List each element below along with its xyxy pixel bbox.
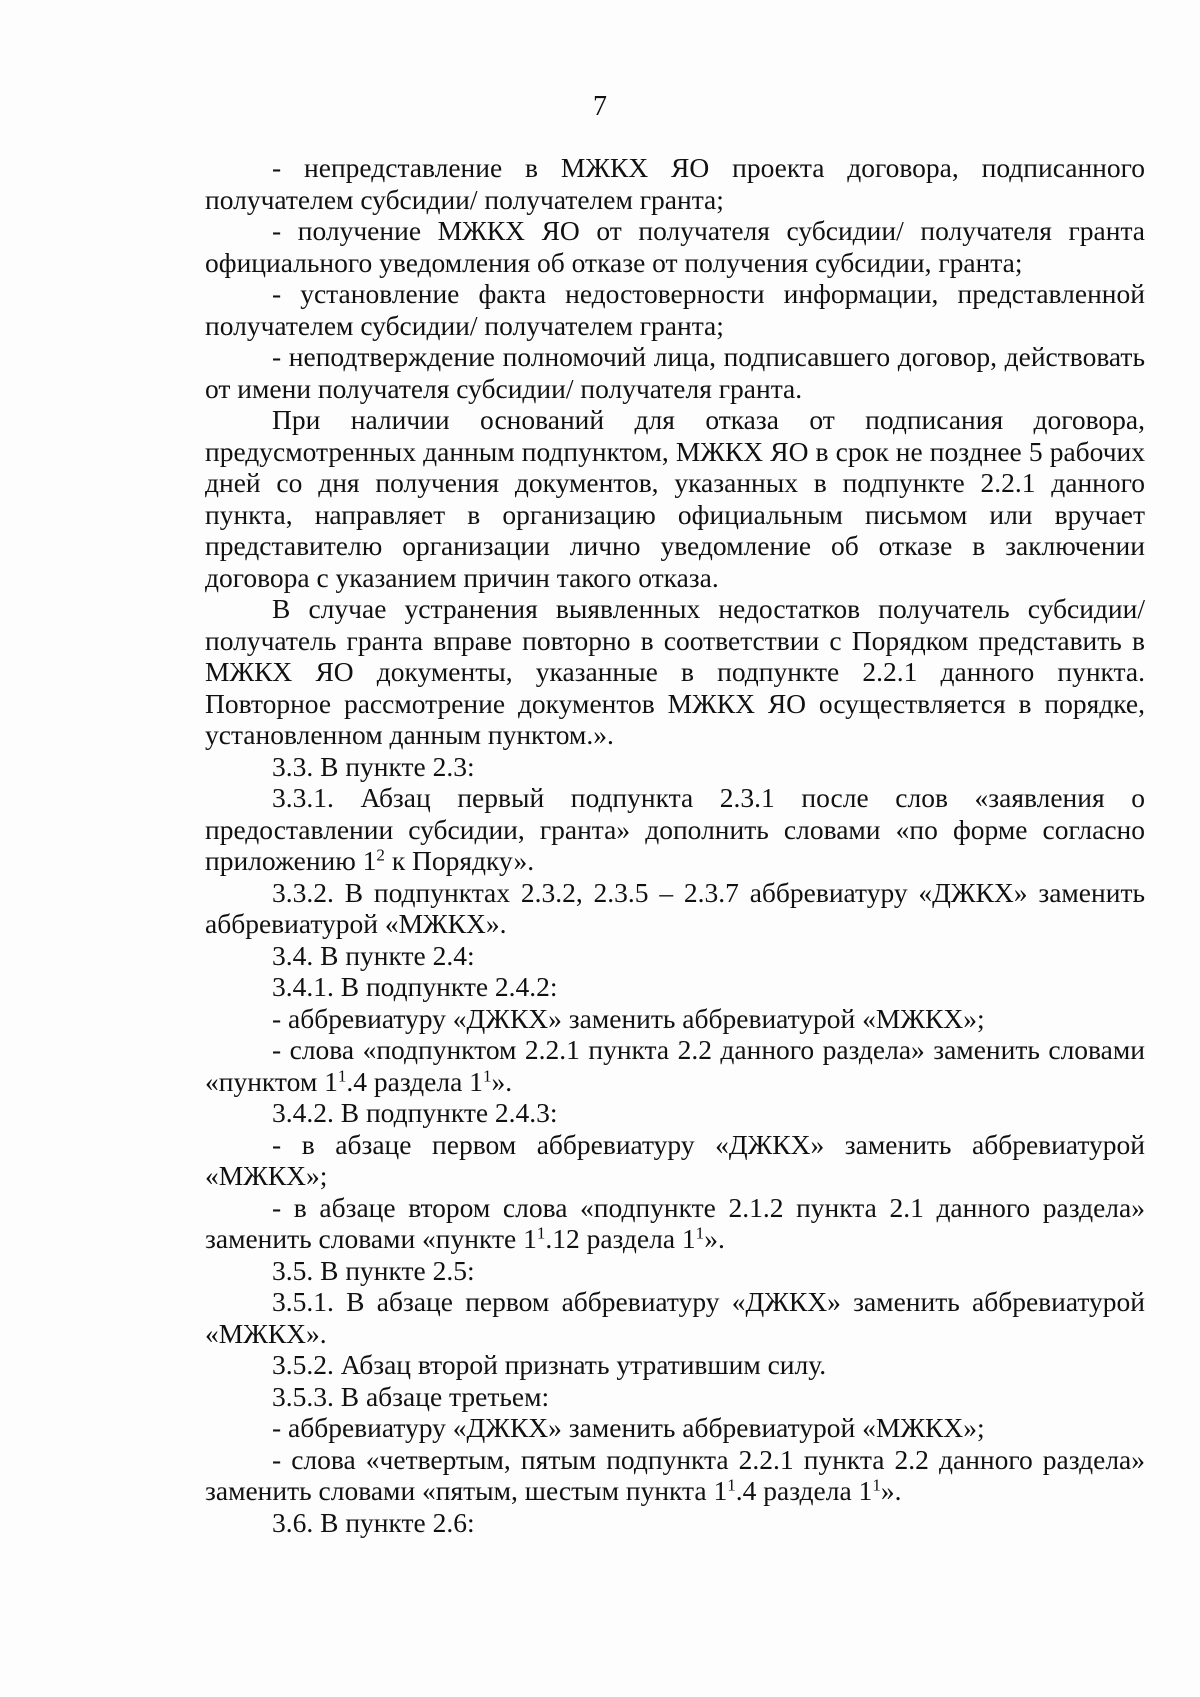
paragraph [205,877,1145,940]
paragraph [205,1444,1145,1507]
text-run: .4 раздела 1 [346,1065,483,1097]
paragraph [205,1412,1145,1444]
paragraph [205,1381,1145,1413]
paragraph [205,782,1145,877]
text-run: 3.3. В пункте 2.3: [272,750,475,782]
paragraph [205,1129,1145,1192]
text-run: - аббревиатуру «ДЖКХ» заменить аббревиатурой «МЖКХ»; [272,1002,985,1034]
text-run: - установление факта недостоверности информации, представленной получателем субсидии/ получателем гранта; [205,278,1145,341]
text-run: .12 раздела 1 [545,1223,696,1254]
text-run: - получение МЖКХ ЯО от получателя субсидии/ получателя гранта официального уведомления об отказе от получения субсидии, гранта; [205,215,1145,278]
text-run: 3.4.2. В подпункте 2.4.3: [272,1097,558,1128]
text-run: к Порядку». [384,845,535,876]
text-run: - в абзаце первом аббревиатуру «ДЖКХ» заменить аббревиатурой «МЖКХ»; [205,1128,1145,1191]
text-run: 3.4. В пункте 2.4: [272,939,475,971]
text-run: - в абзаце втором слова «подпункте 2.1.2 пункта 2.1 данного раздела» заменить словами «пункте 1 [205,1191,1145,1254]
superscript: 1 [872,1475,881,1495]
paragraph [205,1034,1145,1097]
text-run: - слова «подпунктом 2.2.1 пункта 2.2 данного раздела» заменить словами «пунктом 1 [205,1034,1145,1097]
paragraph [205,215,1145,278]
paragraph [205,1097,1145,1129]
text-run: ». [704,1223,725,1254]
page-number: 7 [593,91,607,122]
superscript: 1 [695,1223,705,1243]
paragraph [205,1192,1145,1255]
paragraph [205,940,1145,972]
text-run: - непредставление в МЖКХ ЯО проекта договора, подписанного получателем субсидии/ получателем гранта; [205,152,1145,215]
paragraph [205,971,1145,1003]
text-run: 3.3.2. В подпунктах 2.3.2, 2.3.5 – 2.3.7 аббревиатуру «ДЖКХ» заменить аббревиатурой «МЖКХ». [205,876,1145,939]
paragraph [205,1286,1145,1349]
paragraph [205,1003,1145,1035]
superscript: 2 [376,845,385,865]
paragraph [205,1255,1145,1287]
text-run: В случае устранения выявленных недостатков получатель субсидии/ получатель гранта вправе повторно в соответствии с Порядком представить в МЖКХ ЯО документы, указанные в подпункте 2.2.1 данного пункта. Повторное рассмотрение документов МЖКХ ЯО осуществляется в порядке, установленном данным пунктом.». [205,593,1145,750]
paragraph [205,152,1145,215]
paragraph [205,593,1145,751]
paragraph [205,1507,1145,1539]
text-run: 3.5.3. В абзаце третьем: [272,1380,550,1412]
superscript: 1 [337,1066,347,1086]
paragraph [205,278,1145,341]
text-run: - неподтверждение полномочий лица, подписавшего договор, действовать от имени получателя субсидии/ получателя гранта. [205,341,1145,404]
text-run: При наличии оснований для отказа от подписания договора, предусмотренных данным подпунктом, МЖКХ ЯО в срок не позднее 5 рабочих дней со дня получения документов, указанных в подпункте 2.2.1 данного пункта, направляет в организацию официальным письмом или вручает представителю организации лично уведомление об отказе в заключении договора с указанием причин такого отказа. [205,404,1145,593]
text-run: - аббревиатуру «ДЖКХ» заменить аббревиатурой «МЖКХ»; [272,1412,985,1443]
text-run: 3.4.1. В подпункте 2.4.2: [272,971,558,1002]
text-run: 3.5. В пункте 2.5: [272,1254,475,1286]
text-run: 3.3.1. Абзац первый подпункта 2.3.1 после слов «заявления о предоставлении субсидии, гранта» дополнить словами «по форме согласно приложению 1 [205,782,1145,876]
text-run: 3.5.1. В абзаце первом аббревиатуру «ДЖКХ» заменить аббревиатурой «МЖКХ». [205,1286,1145,1349]
document-body [205,152,1145,1538]
text-run: .4 раздела 1 [735,1475,873,1506]
paragraph [205,404,1145,593]
text-run: 3.6. В пункте 2.6: [272,1506,475,1538]
paragraph [205,1349,1145,1381]
superscript: 1 [727,1475,736,1495]
paragraph [205,341,1145,404]
paragraph [205,751,1145,783]
text-run: 3.5.2. Абзац второй признать утратившим силу. [272,1349,827,1380]
superscript: 1 [536,1223,546,1243]
text-run: ». [491,1065,513,1097]
superscript: 1 [482,1066,492,1086]
text-run: - слова «четвертым, пятым подпункта 2.2.1 пункта 2.2 данного раздела» заменить словами «пятым, шестым пункта 1 [205,1443,1145,1506]
text-run: ». [880,1475,902,1506]
